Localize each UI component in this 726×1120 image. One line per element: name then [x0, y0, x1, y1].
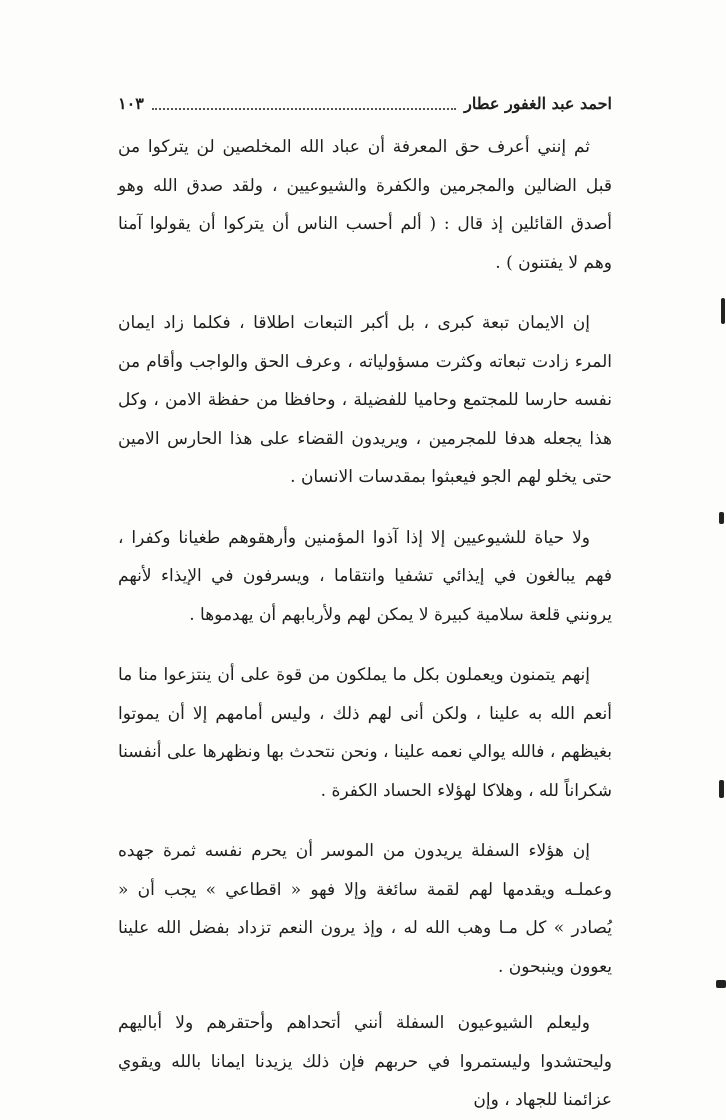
header-author: احمد عبد الغفور عطار	[464, 93, 612, 113]
scan-edge-mark	[721, 298, 725, 324]
paragraph-3: ولا حياة للشيوعيين إلا إذا آذوا المؤمنين وأرهقوهم طغيانا وكفرا ، فهم يبالغون في إيذائي تشفيا وانتقاما ، ويسرفون في الإيذاء لأنهم يرونني قلعة سلامية كبيرة لا يمكن لهم ولأربابهم أن يهدموها .	[118, 527, 612, 625]
body-text	[118, 128, 612, 1120]
paragraph-2: إن الايمان تبعة كبرى ، بل أكبر التبعات اطلاقا ، فكلما زاد ايمان المرء زادت تبعاته وكثرت مسؤولياته ، وعرف الحق والواجب وأقام من نفسه حارسا للمجتمع وحاميا للفضيلة ، وحافظا من حفظة الامن ، وكل هذا يجعله هدفا للمجرمين ، ويريدون القضاء على هذا الحارس الامين حتى يخلو لهم الجو فيعبثوا بمقدسات الانسان .	[118, 313, 612, 487]
header-dotted-leader	[152, 96, 456, 110]
paragraph-5: إن هؤلاء السفلة يريدون من الموسر أن يحرم نفسه ثمرة جهده وعملـه ويقدمها لهم لقمة سائغة وإلا فهو « اقطاعي » يجب أن « يُصادر » كل مـا وهب الله له ، وإذ يرون النعم تزداد بفضل الله علينا يعوون وينبحون .	[118, 841, 612, 977]
scan-edge-mark	[719, 512, 724, 524]
paragraph-6: وليعلم الشيوعيون السفلة أنني أتحداهم وأحتقرهم ولا أباليهم وليحتشدوا وليستمروا في حربهم فإن ذلك يزيدنا ايمانا بالله ويقوي عزائمنا للجهاد ، وإن	[118, 1013, 612, 1110]
paragraph-1: ثم إنني أعرف حق المعرفة أن عباد الله المخلصين لن يتركوا من قبل الضالين والمجرمين والكفرة والشيوعيين ، ولقد صدق الله وهو أصدق القائلين إذ قال : ( ألم أحسب الناس أن يتركوا أن يقولوا آمنا وهم لا يفتنون ) .	[118, 137, 612, 273]
paragraph-4: إنهم يتمنون ويعملون بكل ما يملكون من قوة على أن ينتزعوا منا ما أنعم الله به علينا ، ولكن أنى لهم ذلك ، وليس أمامهم إلا أن يموتوا بغيظهم ، فالله يوالي نعمه علينا ، ونحن نتحدث بها ونظهرها على أنفسنا شكراناً لله ، وهلاكا لهؤلاء الحساد الكفرة .	[118, 665, 612, 801]
page-number: ١٠٣	[118, 93, 144, 113]
running-header	[118, 90, 612, 116]
scan-edge-mark	[716, 980, 726, 988]
scan-edge-mark	[719, 780, 724, 798]
